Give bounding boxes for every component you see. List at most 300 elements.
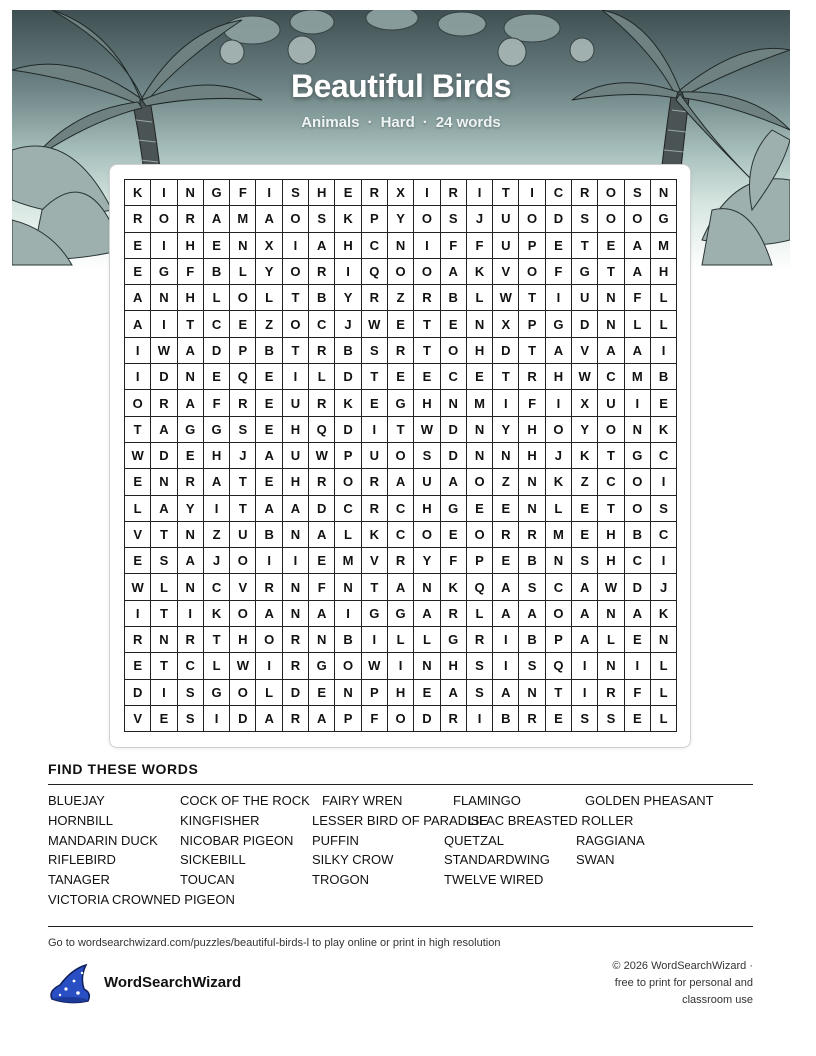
grid-cell[interactable]: A <box>414 600 440 626</box>
grid-cell[interactable]: G <box>650 206 676 232</box>
grid-cell[interactable]: P <box>335 442 361 468</box>
grid-cell[interactable]: R <box>466 627 492 653</box>
grid-cell[interactable]: D <box>309 495 335 521</box>
grid-cell[interactable]: R <box>387 548 413 574</box>
grid-cell[interactable]: U <box>414 469 440 495</box>
grid-cell[interactable]: E <box>493 548 519 574</box>
grid-cell[interactable]: S <box>309 206 335 232</box>
grid-cell[interactable]: R <box>177 627 203 653</box>
grid-cell[interactable]: R <box>282 705 308 731</box>
grid-cell[interactable]: A <box>256 442 282 468</box>
grid-cell[interactable]: I <box>125 364 151 390</box>
grid-cell[interactable]: H <box>519 442 545 468</box>
grid-cell[interactable]: H <box>335 232 361 258</box>
grid-cell[interactable]: D <box>230 705 256 731</box>
grid-cell[interactable]: L <box>387 627 413 653</box>
grid-cell[interactable]: D <box>125 679 151 705</box>
grid-cell[interactable]: I <box>650 469 676 495</box>
grid-cell[interactable]: J <box>335 311 361 337</box>
grid-cell[interactable]: T <box>125 416 151 442</box>
grid-cell[interactable]: E <box>414 364 440 390</box>
grid-cell[interactable]: D <box>414 705 440 731</box>
grid-cell[interactable]: I <box>125 600 151 626</box>
grid-cell[interactable]: I <box>282 364 308 390</box>
grid-cell[interactable]: L <box>335 521 361 547</box>
grid-cell[interactable]: A <box>572 627 598 653</box>
grid-cell[interactable]: E <box>309 548 335 574</box>
grid-cell[interactable]: R <box>309 337 335 363</box>
grid-cell[interactable]: K <box>650 600 676 626</box>
grid-cell[interactable]: K <box>545 469 571 495</box>
grid-cell[interactable]: F <box>545 258 571 284</box>
grid-cell[interactable]: I <box>414 180 440 206</box>
grid-cell[interactable]: N <box>598 285 624 311</box>
brand-name[interactable]: WordSearchWizard <box>104 974 242 991</box>
grid-cell[interactable]: Q <box>230 364 256 390</box>
grid-cell[interactable]: S <box>624 180 650 206</box>
grid-cell[interactable]: I <box>414 232 440 258</box>
grid-cell[interactable]: E <box>624 627 650 653</box>
grid-cell[interactable]: R <box>125 627 151 653</box>
grid-cell[interactable]: N <box>414 653 440 679</box>
grid-cell[interactable]: J <box>230 442 256 468</box>
grid-cell[interactable]: O <box>282 258 308 284</box>
grid-cell[interactable]: Z <box>572 469 598 495</box>
grid-cell[interactable]: W <box>125 574 151 600</box>
grid-cell[interactable]: S <box>598 705 624 731</box>
grid-cell[interactable]: O <box>151 206 177 232</box>
grid-cell[interactable]: Y <box>572 416 598 442</box>
grid-cell[interactable]: S <box>650 495 676 521</box>
grid-cell[interactable]: E <box>493 495 519 521</box>
grid-cell[interactable]: E <box>177 442 203 468</box>
grid-cell[interactable]: E <box>466 364 492 390</box>
grid-cell[interactable]: G <box>387 390 413 416</box>
grid-cell[interactable]: V <box>493 258 519 284</box>
grid-cell[interactable]: E <box>387 364 413 390</box>
grid-cell[interactable]: P <box>361 679 387 705</box>
grid-cell[interactable]: N <box>440 390 466 416</box>
grid-cell[interactable]: S <box>572 548 598 574</box>
grid-cell[interactable]: N <box>466 416 492 442</box>
grid-cell[interactable]: R <box>519 364 545 390</box>
grid-cell[interactable]: Z <box>256 311 282 337</box>
grid-cell[interactable]: O <box>519 258 545 284</box>
grid-cell[interactable]: S <box>151 548 177 574</box>
grid-cell[interactable]: I <box>125 337 151 363</box>
grid-cell[interactable]: H <box>387 679 413 705</box>
grid-cell[interactable]: F <box>519 390 545 416</box>
grid-cell[interactable]: O <box>414 258 440 284</box>
grid-cell[interactable]: H <box>440 653 466 679</box>
grid-cell[interactable]: I <box>203 705 229 731</box>
grid-cell[interactable]: A <box>493 574 519 600</box>
grid-cell[interactable]: L <box>256 679 282 705</box>
grid-cell[interactable]: Z <box>493 469 519 495</box>
grid-cell[interactable]: H <box>414 495 440 521</box>
grid-cell[interactable]: C <box>387 495 413 521</box>
grid-cell[interactable]: T <box>545 679 571 705</box>
grid-cell[interactable]: R <box>230 390 256 416</box>
grid-cell[interactable]: S <box>177 679 203 705</box>
grid-cell[interactable]: E <box>125 258 151 284</box>
grid-cell[interactable]: E <box>256 364 282 390</box>
grid-cell[interactable]: T <box>361 364 387 390</box>
grid-cell[interactable]: F <box>309 574 335 600</box>
grid-cell[interactable]: N <box>282 521 308 547</box>
grid-cell[interactable]: G <box>177 416 203 442</box>
grid-cell[interactable]: N <box>151 469 177 495</box>
grid-cell[interactable]: C <box>650 442 676 468</box>
grid-cell[interactable]: E <box>256 390 282 416</box>
grid-cell[interactable]: I <box>466 705 492 731</box>
grid-cell[interactable]: A <box>151 416 177 442</box>
grid-cell[interactable]: B <box>335 627 361 653</box>
grid-cell[interactable]: B <box>256 337 282 363</box>
grid-cell[interactable]: O <box>624 495 650 521</box>
grid-cell[interactable]: I <box>545 390 571 416</box>
grid-cell[interactable]: U <box>282 390 308 416</box>
grid-cell[interactable]: N <box>177 574 203 600</box>
grid-cell[interactable]: F <box>361 705 387 731</box>
grid-cell[interactable]: A <box>309 705 335 731</box>
grid-cell[interactable]: T <box>151 521 177 547</box>
footer-url-text[interactable]: Go to wordsearchwizard.com/puzzles/beautiful-birds-l to play online or print in high resolution <box>48 937 501 949</box>
grid-cell[interactable]: H <box>230 627 256 653</box>
grid-cell[interactable]: O <box>519 206 545 232</box>
grid-cell[interactable]: L <box>598 627 624 653</box>
grid-cell[interactable]: P <box>545 627 571 653</box>
grid-cell[interactable]: D <box>440 442 466 468</box>
grid-cell[interactable]: I <box>256 180 282 206</box>
grid-cell[interactable]: I <box>545 285 571 311</box>
grid-cell[interactable]: T <box>203 627 229 653</box>
grid-cell[interactable]: V <box>361 548 387 574</box>
grid-cell[interactable]: N <box>335 574 361 600</box>
grid-cell[interactable]: W <box>361 653 387 679</box>
grid-cell[interactable]: R <box>361 285 387 311</box>
grid-cell[interactable]: F <box>624 285 650 311</box>
grid-cell[interactable]: G <box>624 442 650 468</box>
grid-cell[interactable]: B <box>519 627 545 653</box>
grid-cell[interactable]: M <box>335 548 361 574</box>
grid-cell[interactable]: N <box>650 627 676 653</box>
grid-cell[interactable]: I <box>493 653 519 679</box>
grid-cell[interactable]: U <box>361 442 387 468</box>
grid-cell[interactable]: L <box>230 258 256 284</box>
grid-cell[interactable]: T <box>598 442 624 468</box>
grid-cell[interactable]: U <box>493 232 519 258</box>
grid-cell[interactable]: Y <box>493 416 519 442</box>
grid-cell[interactable]: Z <box>203 521 229 547</box>
grid-cell[interactable]: P <box>230 337 256 363</box>
grid-cell[interactable]: Y <box>335 285 361 311</box>
grid-cell[interactable]: W <box>361 311 387 337</box>
grid-cell[interactable]: U <box>282 442 308 468</box>
grid-cell[interactable]: A <box>440 469 466 495</box>
grid-cell[interactable]: E <box>125 469 151 495</box>
grid-cell[interactable]: O <box>545 416 571 442</box>
grid-cell[interactable]: F <box>466 232 492 258</box>
grid-cell[interactable]: R <box>387 337 413 363</box>
grid-cell[interactable]: R <box>309 390 335 416</box>
grid-cell[interactable]: E <box>125 653 151 679</box>
grid-cell[interactable]: E <box>203 232 229 258</box>
grid-cell[interactable]: F <box>624 679 650 705</box>
grid-cell[interactable]: O <box>440 337 466 363</box>
grid-cell[interactable]: P <box>335 705 361 731</box>
grid-cell[interactable]: T <box>519 337 545 363</box>
grid-cell[interactable]: E <box>203 364 229 390</box>
grid-cell[interactable]: E <box>572 521 598 547</box>
grid-cell[interactable]: A <box>282 495 308 521</box>
grid-cell[interactable]: S <box>440 206 466 232</box>
grid-cell[interactable]: T <box>572 232 598 258</box>
grid-cell[interactable]: N <box>230 232 256 258</box>
grid-cell[interactable]: H <box>309 180 335 206</box>
grid-cell[interactable]: D <box>335 416 361 442</box>
grid-cell[interactable]: K <box>572 442 598 468</box>
grid-cell[interactable]: T <box>151 653 177 679</box>
grid-cell[interactable]: A <box>572 574 598 600</box>
grid-cell[interactable]: R <box>151 390 177 416</box>
grid-cell[interactable]: L <box>650 705 676 731</box>
grid-cell[interactable]: E <box>125 548 151 574</box>
grid-cell[interactable]: I <box>387 653 413 679</box>
grid-cell[interactable]: N <box>519 495 545 521</box>
grid-cell[interactable]: C <box>650 521 676 547</box>
grid-cell[interactable]: I <box>361 416 387 442</box>
grid-cell[interactable]: D <box>572 311 598 337</box>
letter-grid[interactable] <box>124 179 677 732</box>
grid-cell[interactable]: C <box>177 653 203 679</box>
grid-cell[interactable]: H <box>282 469 308 495</box>
grid-cell[interactable]: X <box>387 180 413 206</box>
grid-cell[interactable]: F <box>230 180 256 206</box>
grid-cell[interactable]: I <box>203 495 229 521</box>
grid-cell[interactable]: E <box>256 416 282 442</box>
grid-cell[interactable]: O <box>282 206 308 232</box>
grid-cell[interactable]: K <box>650 416 676 442</box>
grid-cell[interactable]: M <box>624 364 650 390</box>
grid-cell[interactable]: A <box>177 337 203 363</box>
grid-cell[interactable]: I <box>493 627 519 653</box>
grid-cell[interactable]: E <box>335 180 361 206</box>
grid-cell[interactable]: E <box>387 311 413 337</box>
grid-cell[interactable]: V <box>230 574 256 600</box>
grid-cell[interactable]: C <box>624 548 650 574</box>
grid-cell[interactable]: I <box>151 180 177 206</box>
grid-cell[interactable]: N <box>650 180 676 206</box>
grid-cell[interactable]: W <box>125 442 151 468</box>
grid-cell[interactable]: F <box>203 390 229 416</box>
grid-cell[interactable]: A <box>177 548 203 574</box>
grid-cell[interactable]: U <box>572 285 598 311</box>
grid-cell[interactable]: K <box>335 390 361 416</box>
grid-cell[interactable]: A <box>125 311 151 337</box>
grid-cell[interactable]: S <box>466 653 492 679</box>
grid-cell[interactable]: H <box>598 548 624 574</box>
grid-cell[interactable]: T <box>387 416 413 442</box>
grid-cell[interactable]: D <box>440 416 466 442</box>
grid-cell[interactable]: S <box>282 180 308 206</box>
grid-cell[interactable]: R <box>414 285 440 311</box>
grid-cell[interactable]: D <box>151 442 177 468</box>
grid-cell[interactable]: F <box>440 232 466 258</box>
grid-cell[interactable]: A <box>624 232 650 258</box>
grid-cell[interactable]: P <box>361 206 387 232</box>
grid-cell[interactable]: X <box>572 390 598 416</box>
grid-cell[interactable]: A <box>440 679 466 705</box>
grid-cell[interactable]: Q <box>545 653 571 679</box>
grid-cell[interactable]: G <box>361 600 387 626</box>
grid-cell[interactable]: U <box>598 390 624 416</box>
grid-cell[interactable]: H <box>466 337 492 363</box>
grid-cell[interactable]: W <box>414 416 440 442</box>
grid-cell[interactable]: N <box>598 653 624 679</box>
grid-cell[interactable]: B <box>624 521 650 547</box>
grid-cell[interactable]: C <box>440 364 466 390</box>
grid-cell[interactable]: E <box>545 705 571 731</box>
grid-cell[interactable]: A <box>151 495 177 521</box>
grid-cell[interactable]: A <box>624 258 650 284</box>
grid-cell[interactable]: O <box>230 548 256 574</box>
grid-cell[interactable]: E <box>125 232 151 258</box>
grid-cell[interactable]: B <box>493 705 519 731</box>
grid-cell[interactable]: A <box>203 206 229 232</box>
grid-cell[interactable]: E <box>414 679 440 705</box>
grid-cell[interactable]: A <box>493 679 519 705</box>
grid-cell[interactable]: T <box>414 311 440 337</box>
grid-cell[interactable]: A <box>203 469 229 495</box>
grid-cell[interactable]: N <box>151 285 177 311</box>
grid-cell[interactable]: R <box>361 469 387 495</box>
grid-cell[interactable]: R <box>309 469 335 495</box>
grid-cell[interactable]: A <box>545 337 571 363</box>
grid-cell[interactable]: I <box>282 548 308 574</box>
grid-cell[interactable]: R <box>440 705 466 731</box>
grid-cell[interactable]: R <box>177 469 203 495</box>
grid-cell[interactable]: N <box>598 311 624 337</box>
grid-cell[interactable]: E <box>440 311 466 337</box>
grid-cell[interactable]: A <box>256 206 282 232</box>
grid-cell[interactable]: L <box>624 311 650 337</box>
grid-cell[interactable]: N <box>519 679 545 705</box>
grid-cell[interactable]: B <box>519 548 545 574</box>
grid-cell[interactable]: C <box>545 180 571 206</box>
grid-cell[interactable]: L <box>151 574 177 600</box>
grid-cell[interactable]: E <box>230 311 256 337</box>
grid-cell[interactable]: N <box>387 232 413 258</box>
grid-cell[interactable]: B <box>203 258 229 284</box>
grid-cell[interactable]: L <box>125 495 151 521</box>
grid-cell[interactable]: O <box>414 521 440 547</box>
grid-cell[interactable]: N <box>177 521 203 547</box>
grid-cell[interactable]: H <box>414 390 440 416</box>
grid-cell[interactable]: J <box>203 548 229 574</box>
grid-cell[interactable]: O <box>230 679 256 705</box>
grid-cell[interactable]: N <box>282 600 308 626</box>
grid-cell[interactable]: E <box>650 390 676 416</box>
grid-cell[interactable]: N <box>177 364 203 390</box>
grid-cell[interactable]: C <box>309 311 335 337</box>
grid-cell[interactable]: W <box>598 574 624 600</box>
grid-cell[interactable]: N <box>151 627 177 653</box>
grid-cell[interactable]: D <box>203 337 229 363</box>
grid-cell[interactable]: O <box>545 600 571 626</box>
grid-cell[interactable]: T <box>361 574 387 600</box>
grid-cell[interactable]: R <box>361 180 387 206</box>
grid-cell[interactable]: A <box>440 258 466 284</box>
grid-cell[interactable]: T <box>598 495 624 521</box>
grid-cell[interactable]: I <box>151 311 177 337</box>
grid-cell[interactable]: I <box>650 548 676 574</box>
grid-cell[interactable]: Y <box>177 495 203 521</box>
grid-cell[interactable]: G <box>203 679 229 705</box>
grid-cell[interactable]: O <box>387 258 413 284</box>
grid-cell[interactable]: E <box>256 469 282 495</box>
grid-cell[interactable]: T <box>519 285 545 311</box>
grid-cell[interactable]: O <box>256 627 282 653</box>
grid-cell[interactable]: R <box>493 521 519 547</box>
grid-cell[interactable]: O <box>598 206 624 232</box>
grid-cell[interactable]: A <box>177 390 203 416</box>
grid-cell[interactable]: L <box>414 627 440 653</box>
grid-cell[interactable]: R <box>282 627 308 653</box>
grid-cell[interactable]: W <box>493 285 519 311</box>
grid-cell[interactable]: C <box>361 232 387 258</box>
grid-cell[interactable]: A <box>309 521 335 547</box>
grid-cell[interactable]: S <box>230 416 256 442</box>
grid-cell[interactable]: A <box>387 574 413 600</box>
grid-cell[interactable]: E <box>598 232 624 258</box>
grid-cell[interactable]: L <box>466 285 492 311</box>
grid-cell[interactable]: T <box>230 495 256 521</box>
grid-cell[interactable]: R <box>598 679 624 705</box>
grid-cell[interactable]: I <box>572 679 598 705</box>
grid-cell[interactable]: N <box>177 180 203 206</box>
grid-cell[interactable]: O <box>282 311 308 337</box>
grid-cell[interactable]: E <box>466 495 492 521</box>
grid-cell[interactable]: L <box>203 285 229 311</box>
grid-cell[interactable]: O <box>598 416 624 442</box>
grid-cell[interactable]: L <box>203 653 229 679</box>
grid-cell[interactable]: L <box>309 364 335 390</box>
grid-cell[interactable]: G <box>151 258 177 284</box>
grid-cell[interactable]: L <box>466 600 492 626</box>
grid-cell[interactable]: S <box>519 653 545 679</box>
grid-cell[interactable]: A <box>624 337 650 363</box>
grid-cell[interactable]: G <box>440 495 466 521</box>
grid-cell[interactable]: K <box>203 600 229 626</box>
grid-cell[interactable]: K <box>125 180 151 206</box>
grid-cell[interactable]: R <box>282 653 308 679</box>
grid-cell[interactable]: V <box>125 705 151 731</box>
grid-cell[interactable]: I <box>335 600 361 626</box>
grid-cell[interactable]: A <box>624 600 650 626</box>
grid-cell[interactable]: T <box>493 364 519 390</box>
grid-cell[interactable]: R <box>440 180 466 206</box>
grid-cell[interactable]: C <box>335 495 361 521</box>
grid-cell[interactable]: L <box>650 679 676 705</box>
grid-cell[interactable]: B <box>440 285 466 311</box>
grid-cell[interactable]: G <box>203 416 229 442</box>
grid-cell[interactable]: U <box>230 521 256 547</box>
grid-cell[interactable]: N <box>335 679 361 705</box>
grid-cell[interactable]: C <box>387 521 413 547</box>
grid-cell[interactable]: N <box>309 627 335 653</box>
grid-cell[interactable]: T <box>493 180 519 206</box>
